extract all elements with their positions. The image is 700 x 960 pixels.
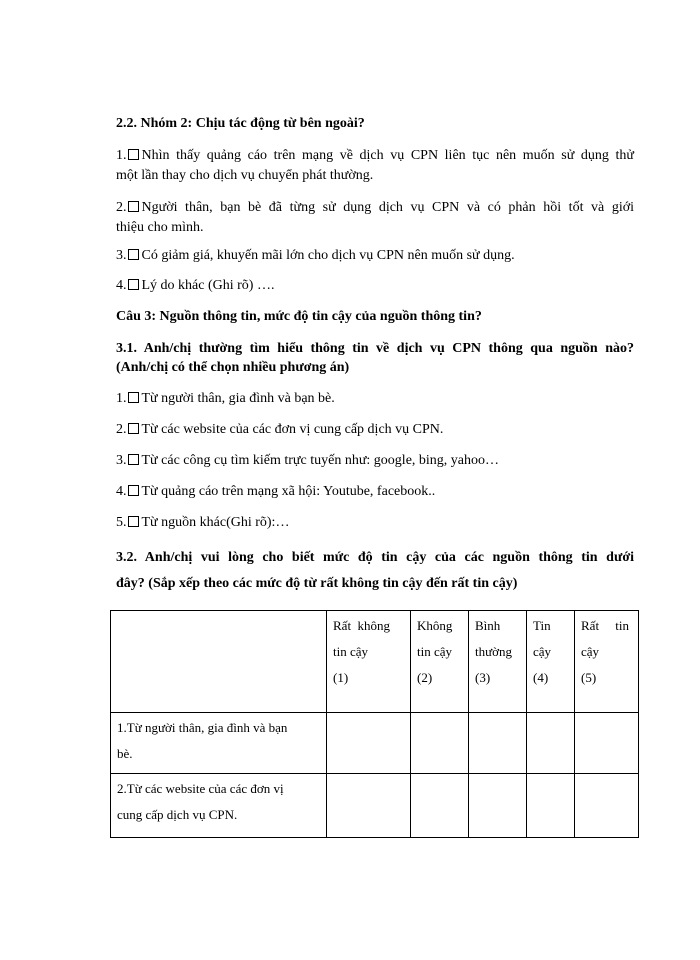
checkbox[interactable]: [128, 249, 139, 260]
checkbox[interactable]: [128, 423, 139, 434]
option-text: Nhìn thấy quảng cáo trên mạng về dịch vụ CPN liên tục nên muốn sử dụng thử: [141, 148, 634, 163]
checkbox[interactable]: [128, 149, 139, 160]
option-3-1-5: [116, 513, 634, 533]
option-text: Từ nguồn khác(Ghi rõ):…: [141, 515, 290, 530]
option-2-2-1-cont: một lần thay cho dịch vụ chuyển phát thường.: [116, 168, 374, 183]
option-number: 4.: [116, 484, 127, 499]
section-2-2-heading: 2.2. Nhóm 2: Chịu tác động từ bên ngoài?: [116, 116, 365, 131]
option-number: 4.: [116, 278, 127, 293]
option-text: Người thân, bạn bè đã từng sử dụng dịch vụ CPN và có phản hồi tốt và giới: [141, 200, 634, 215]
rating-cell[interactable]: [527, 713, 575, 774]
header-cell-4: Tin cậy (4): [527, 611, 575, 713]
option-text: Từ các công cụ tìm kiếm trực tuyến như: google, bing, yahoo…: [141, 453, 500, 468]
section-3-1-heading: 3.1. Anh/chị thường tìm hiểu thông tin về dịch vụ CPN thông qua nguồn nào?: [116, 341, 634, 356]
rating-cell[interactable]: [411, 774, 469, 838]
option-number: 5.: [116, 515, 127, 530]
rating-cell[interactable]: [575, 713, 639, 774]
option-2-2-2-cont: thiệu cho mình.: [116, 220, 204, 235]
header-cell-2: Không tin cậy (2): [411, 611, 469, 713]
option-number: 3.: [116, 248, 127, 263]
rating-cell[interactable]: [327, 774, 411, 838]
rating-cell[interactable]: [527, 774, 575, 838]
option-number: 3.: [116, 453, 127, 468]
rating-table: [110, 610, 639, 838]
checkbox[interactable]: [128, 392, 139, 403]
checkbox[interactable]: [128, 454, 139, 465]
section-3-2-heading: 3.2. Anh/chị vui lòng cho biết mức độ tin cậy của các nguồn thông tin dưới: [116, 550, 634, 565]
checkbox[interactable]: [128, 201, 139, 212]
option-number: 1.: [116, 391, 127, 406]
header-cell-3: Bình thường (3): [469, 611, 527, 713]
option-2-2-1: [116, 146, 634, 166]
option-number: 2.: [116, 200, 127, 215]
table-header-row: [111, 611, 639, 713]
checkbox[interactable]: [128, 279, 139, 290]
option-number: 2.: [116, 422, 127, 437]
row-label-cell: 1.Từ người thân, gia đình và bạn bè.: [111, 713, 327, 774]
option-text: Có giảm giá, khuyến mãi lớn cho dịch vụ CPN nên muốn sử dụng.: [141, 248, 515, 263]
option-3-1-4: [116, 482, 634, 502]
option-text: Từ quảng cáo trên mạng xã hội: Youtube, facebook..: [141, 484, 436, 499]
table-row: [111, 774, 639, 838]
option-2-2-3: [116, 246, 634, 266]
row-label-cell: 2.Từ các website của các đơn vị cung cấp dịch vụ CPN.: [111, 774, 327, 838]
section-3-1-heading-cont: (Anh/chị có thể chọn nhiều phương án): [116, 360, 350, 375]
option-3-1-2: [116, 420, 634, 440]
rating-cell[interactable]: [469, 713, 527, 774]
option-text: Từ người thân, gia đình và bạn bè.: [141, 391, 335, 406]
section-3-2-heading-cont: đây? (Sắp xếp theo các mức độ từ rất không tin cậy đến rất tin cậy): [116, 576, 518, 591]
table-row: [111, 713, 639, 774]
question-3-heading: Câu 3: Nguồn thông tin, mức độ tin cậy của nguồn thông tin?: [116, 309, 482, 324]
header-corner-cell: [111, 611, 327, 713]
option-2-2-2: [116, 198, 634, 218]
option-text: Lý do khác (Ghi rõ) ….: [141, 278, 275, 293]
option-3-1-1: [116, 389, 634, 409]
rating-cell[interactable]: [575, 774, 639, 838]
checkbox[interactable]: [128, 516, 139, 527]
option-text: Từ các website của các đơn vị cung cấp dịch vụ CPN.: [141, 422, 444, 437]
option-number: 1.: [116, 148, 127, 163]
header-cell-5: Rất tin cậy (5): [575, 611, 639, 713]
option-2-2-4: [116, 276, 634, 296]
rating-cell[interactable]: [469, 774, 527, 838]
option-3-1-3: [116, 451, 634, 471]
checkbox[interactable]: [128, 485, 139, 496]
rating-cell[interactable]: [411, 713, 469, 774]
rating-cell[interactable]: [327, 713, 411, 774]
header-cell-1: Rất không tin cậy (1): [327, 611, 411, 713]
